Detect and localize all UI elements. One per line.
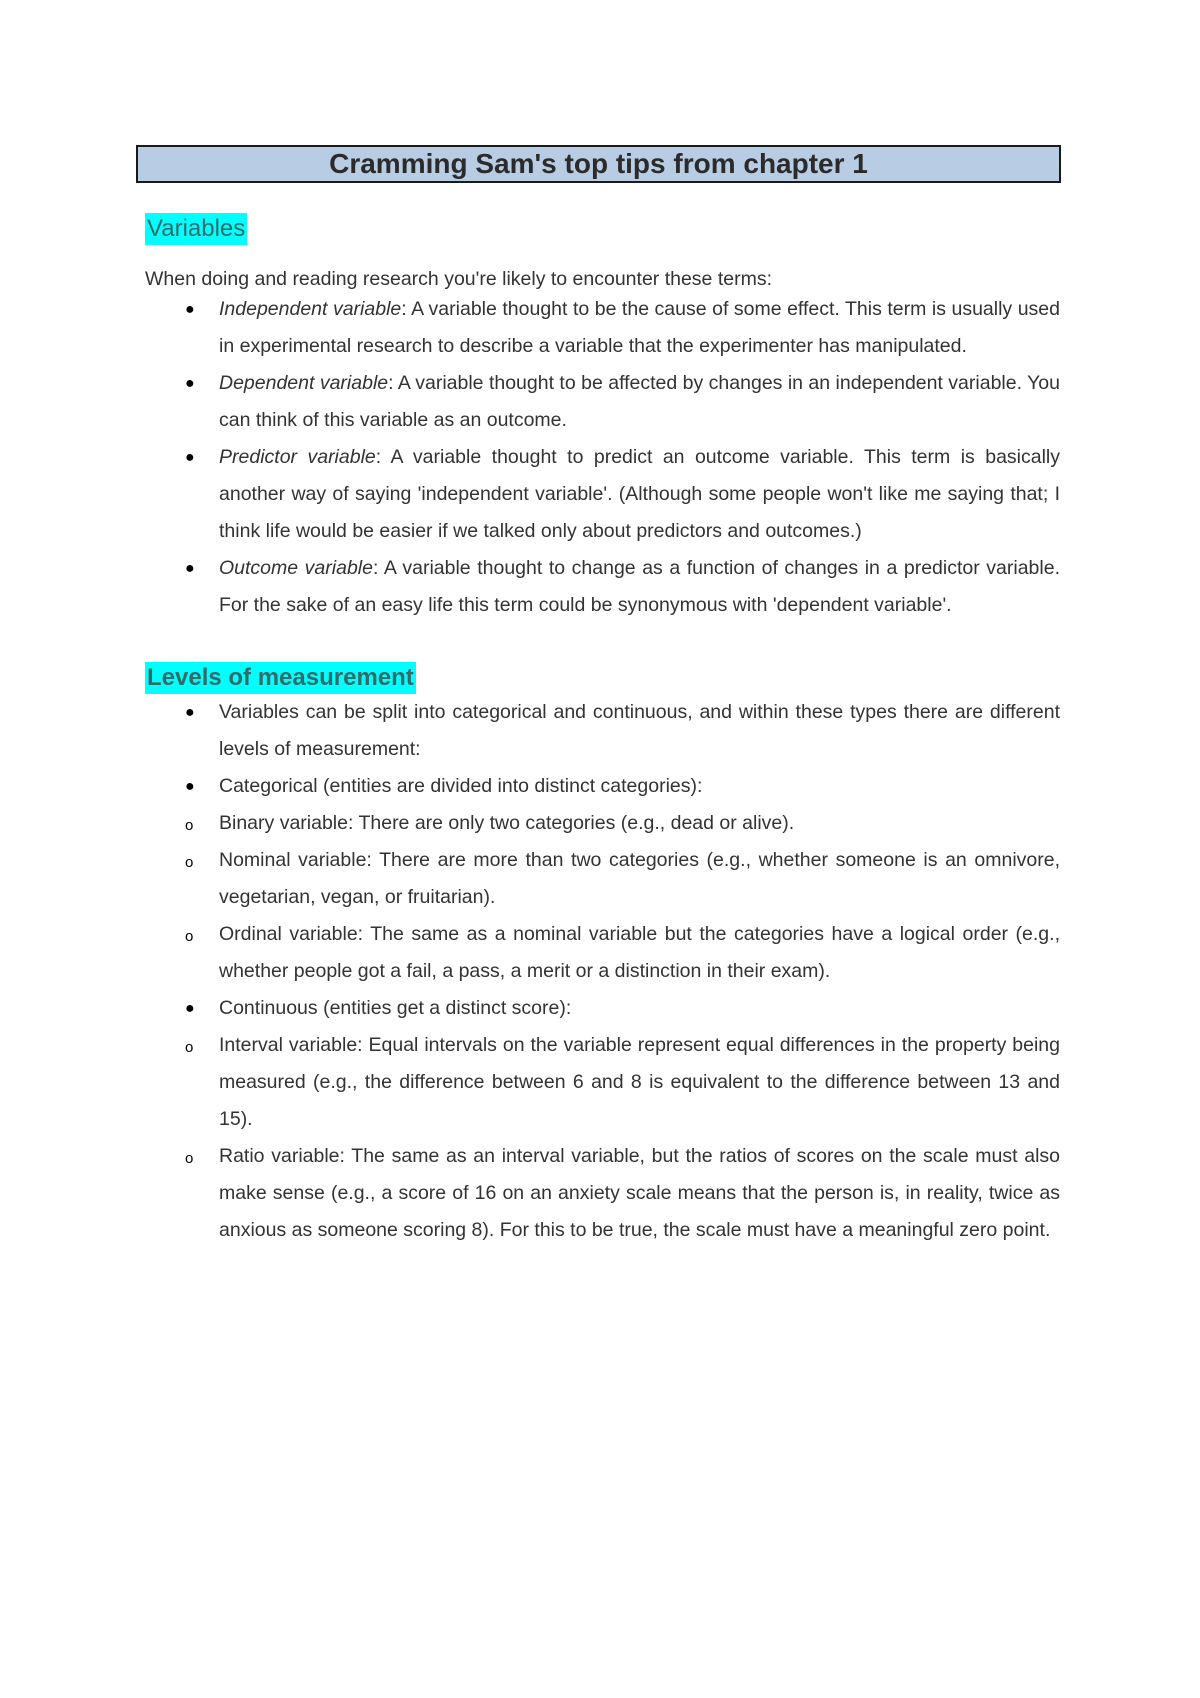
term-label: Predictor variable: [219, 446, 376, 468]
list-item: [145, 550, 1060, 624]
continuous-sublist: [145, 1027, 1060, 1249]
list-item-text: Continuous (entities get a distinct score):: [219, 997, 572, 1019]
bullet-icon: ●: [185, 704, 195, 721]
list-item-text: Categorical (entities are divided into distinct categories):: [219, 775, 703, 797]
bullet-icon: ●: [185, 560, 195, 577]
document-page: [145, 145, 1060, 1249]
sub-list-item: [145, 916, 1060, 990]
levels-heading: Levels of measurement: [145, 662, 416, 694]
sub-list-item-text: Ordinal variable: The same as a nominal variable but the categories have a logical order (e.g., whether people got a fail, a pass, a merit or a distinction in their exam).: [219, 923, 1060, 982]
term-label: Outcome variable: [219, 557, 373, 579]
bullet-icon: ●: [185, 449, 195, 466]
sub-list-item-text: Ratio variable: The same as an interval variable, but the ratios of scores on the scale must also make sense (e.g., a score of 16 on an anxiety scale means that the person is, in reality, twice as anxious as someone scoring 8). For this to be true, the scale must have a meaningful zero point.: [219, 1145, 1060, 1241]
circle-bullet-icon: o: [185, 817, 194, 834]
categorical-sublist: [145, 805, 1060, 990]
sub-list-item-text: Nominal variable: There are more than two categories (e.g., whether someone is an omnivore, vegetarian, vegan, or fruitarian).: [219, 849, 1060, 908]
circle-bullet-icon: o: [185, 928, 194, 945]
bullet-icon: ●: [185, 1000, 195, 1017]
circle-bullet-icon: o: [185, 854, 194, 871]
sub-list-item: [145, 842, 1060, 916]
term-definition: : A variable thought to be affected by changes in an independent variable. You can think of this variable as an outcome.: [219, 372, 1060, 431]
continuous-list: [145, 990, 1060, 1027]
list-item: [145, 694, 1060, 768]
bullet-icon: ●: [185, 375, 195, 392]
sub-list-item-text: Binary variable: There are only two categories (e.g., dead or alive).: [219, 812, 795, 834]
list-item: [145, 990, 1060, 1027]
page-title: Cramming Sam's top tips from chapter 1: [136, 145, 1061, 183]
bullet-icon: ●: [185, 778, 195, 795]
circle-bullet-icon: o: [185, 1150, 194, 1167]
term-label: Independent variable: [219, 298, 402, 320]
list-item: [145, 439, 1060, 550]
bullet-icon: ●: [185, 301, 195, 318]
list-item-text: Variables can be split into categorical and continuous, and within these types there are different levels of measurement:: [219, 701, 1060, 760]
term-definition: : A variable thought to be the cause of some effect. This term is usually used in experimental research to describe a variable that the experimenter has manipulated.: [219, 298, 1060, 357]
list-item: [145, 365, 1060, 439]
sub-list-item: [145, 805, 1060, 842]
variables-list: [145, 291, 1060, 624]
list-item: [145, 768, 1060, 805]
list-item: [145, 291, 1060, 365]
sub-list-item-text: Interval variable: Equal intervals on the variable represent equal differences in the property being measured (e.g., the difference between 6 and 8 is equivalent to the difference between 13 and 15).: [219, 1034, 1060, 1130]
term-definition: : A variable thought to change as a function of changes in a predictor variable. For the sake of an easy life this term could be synonymous with 'dependent variable'.: [219, 557, 1060, 616]
levels-list: [145, 694, 1060, 805]
sub-list-item: [145, 1138, 1060, 1249]
variables-intro: When doing and reading research you're likely to encounter these terms:: [145, 268, 772, 290]
sub-list-item: [145, 1027, 1060, 1138]
term-label: Dependent variable: [219, 372, 389, 394]
variables-heading: Variables: [145, 213, 247, 245]
term-definition: : A variable thought to predict an outcome variable. This term is basically another way of saying 'independent variable'. (Although some people won't like me saying that; I think life would be easier if we talked only about predictors and outcomes.): [219, 446, 1061, 542]
circle-bullet-icon: o: [185, 1039, 194, 1056]
